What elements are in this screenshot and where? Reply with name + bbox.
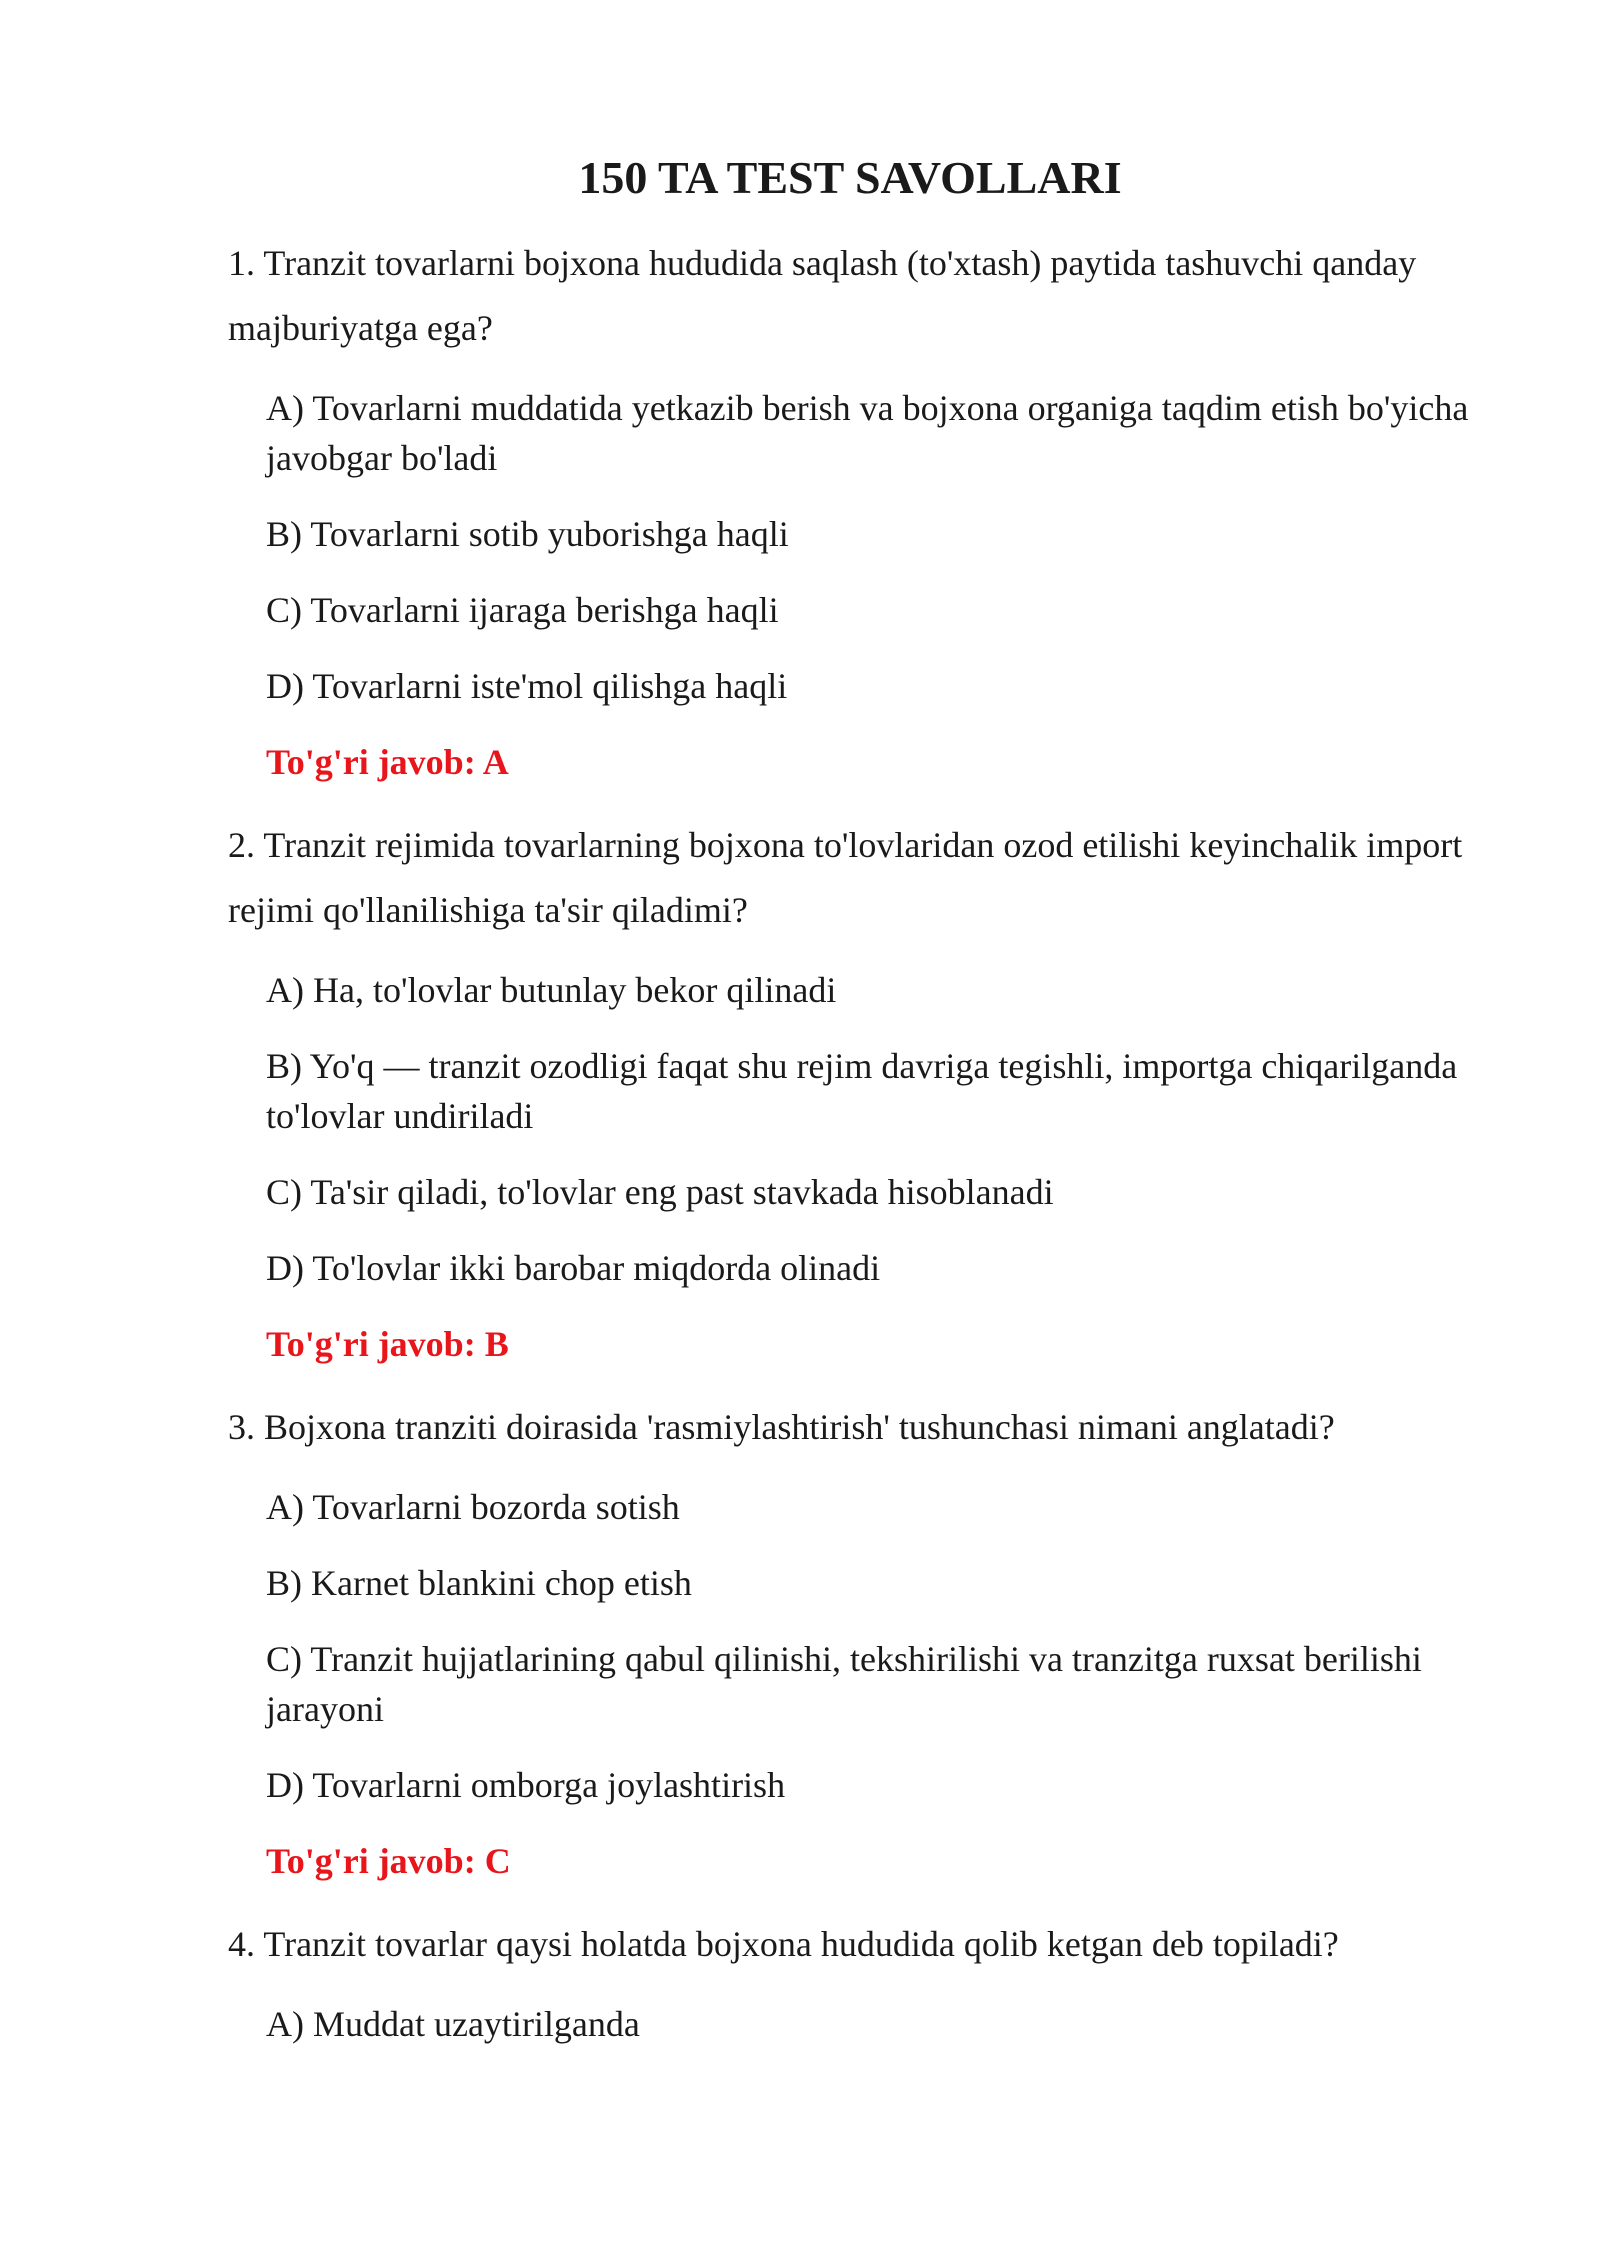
correct-answer: To'g'ri javob: C (266, 1841, 511, 1882)
option-c: C) Tranzit hujjatlarining qabul qilinishi, tekshirilishi va tranzitga ruxsat berilishi jarayoni (266, 1639, 1422, 1730)
option-a: A) Muddat uzaytirilganda (266, 2004, 640, 2045)
option-list (266, 965, 1480, 1293)
option-b: B) Tovarlarni sotib yuborishga haqli (266, 514, 789, 555)
correct-answer: To'g'ri javob: B (266, 1324, 509, 1365)
question-text: 4. Tranzit tovarlar qaysi holatda bojxona hududida qolib ketgan deb topiladi? (228, 1924, 1339, 1965)
option-list (266, 383, 1480, 711)
option-list (266, 1482, 1480, 1810)
question-block-1 (228, 231, 1480, 787)
question-block-3 (228, 1395, 1480, 1886)
question-text: 1. Tranzit tovarlarni bojxona hududida saqlash (to'xtash) paytida tashuvchi qanday majburiyatga ega? (228, 243, 1417, 349)
correct-answer: To'g'ri javob: A (266, 742, 509, 783)
option-b: B) Karnet blankini chop etish (266, 1563, 692, 1604)
option-a: A) Tovarlarni bozorda sotish (266, 1487, 680, 1528)
page-title: 150 TA TEST SAVOLLARI (578, 152, 1122, 203)
option-c: C) Tovarlarni ijaraga berishga haqli (266, 590, 779, 631)
option-d: D) Tovarlarni omborga joylashtirish (266, 1765, 786, 1806)
question-block-4 (228, 1912, 1480, 2049)
option-list (266, 1999, 1480, 2049)
option-d: D) Tovarlarni iste'mol qilishga haqli (266, 666, 788, 707)
question-text: 2. Tranzit rejimida tovarlarning bojxona to'lovlaridan ozod etilishi keyinchalik import rejimi qo'llanilishiga ta'sir qiladimi? (228, 825, 1463, 931)
option-c: C) Ta'sir qiladi, to'lovlar eng past stavkada hisoblanadi (266, 1172, 1054, 1213)
option-b: B) Yo'q — tranzit ozodligi faqat shu rejim davriga tegishli, importga chiqarilganda to'lovlar undiriladi (266, 1046, 1458, 1137)
option-a: A) Ha, to'lovlar butunlay bekor qilinadi (266, 970, 837, 1011)
option-d: D) To'lovlar ikki barobar miqdorda olinadi (266, 1248, 881, 1289)
option-a: A) Tovarlarni muddatida yetkazib berish va bojxona organiga taqdim etish bo'yicha javobgar bo'ladi (266, 388, 1469, 479)
question-block-2 (228, 813, 1480, 1369)
question-text: 3. Bojxona tranziti doirasida 'rasmiylashtirish' tushunchasi nimani anglatadi? (228, 1407, 1335, 1448)
